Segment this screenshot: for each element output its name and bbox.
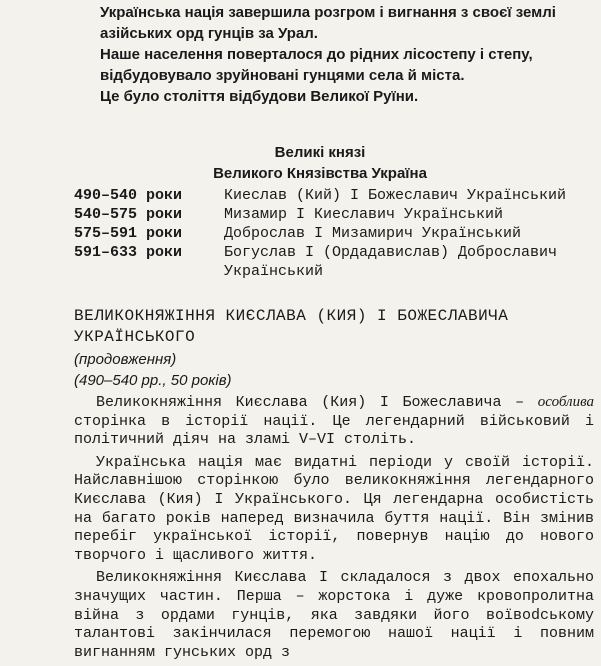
chapter-subtitle: (продовження) (74, 351, 177, 368)
chapter-dates: (490–540 рр., 50 років) (74, 372, 232, 389)
ruler-name: Киеслав (Кий) І Божеславич Український (224, 187, 567, 204)
ruler-row (74, 224, 594, 243)
intro-paragraph: Це було століття відбудови Великої Руїни. (100, 88, 419, 105)
body-paragraph: Великокняжіння Києслава І складалося з двох епохально значущих частин. Перша – жорстока і дуже кровопролитна війна з ордами гунців, яка завдяки його воївodському талантові закінчилася перемогою нашої нації і повним вигнанням гунських орд з (74, 569, 594, 661)
ruler-row (74, 186, 594, 205)
chapter-subtitle-block (74, 349, 232, 391)
ruler-name: Богуслав І (Ордадавислав) Доброславич Український (224, 244, 558, 280)
ruler-row (74, 205, 594, 224)
intro-paragraph: Українська нація завершила розгром і вигнання з своєї землі азійських орд гунців за Урал. (100, 4, 556, 42)
body-paragraph: Українська нація має видатні періоди у своїй історії. Найславнішою сторінкою було великокняжіння легендарного Києслава (Кия) І Українського. Ця легендарна особистість на багато років наперед визначила буття нації. Він змінив перебіг української історії, повернув націю до нового творчого і щасливого життя. (74, 453, 594, 564)
ruler-row (74, 243, 594, 281)
body-text-run: Великокняжіння Києслава (Кия) І Божеславича – (96, 394, 538, 411)
body-paragraph (74, 393, 594, 450)
rulers-heading-line2: Великого Князівства Україна (213, 165, 427, 182)
ruler-name: Доброслав І Мизамирич Український (224, 225, 522, 242)
ruler-name: Мизамир І Киеславич Український (224, 206, 504, 223)
body-text-run: сторінка в історії нації. Це легендарний військовий і політичний діяч на зламі V–VI століть. (74, 412, 594, 449)
rulers-list (74, 186, 594, 281)
rulers-heading (150, 142, 490, 184)
body-text (74, 393, 594, 666)
chapter-title: ВЕЛИКОКНЯЖІННЯ КИЄСЛАВА (КИЯ) І БОЖЕСЛАВИЧА УКРАЇНСЬКОГО (74, 307, 509, 346)
rulers-heading-line1: Великі князі (274, 144, 366, 161)
body-emphasis: особлива (537, 394, 594, 410)
intro-paragraph: Наше населення поверталося до рідних лісостепу і степу, відбудовувало зруйновані гунцями села й міста. (100, 46, 533, 84)
ruler-years: 591–633 роки (74, 244, 183, 261)
ruler-years: 490–540 роки (74, 187, 183, 204)
ruler-years: 575–591 роки (74, 225, 183, 242)
ruler-years: 540–575 роки (74, 206, 183, 223)
intro-block (74, 2, 594, 107)
